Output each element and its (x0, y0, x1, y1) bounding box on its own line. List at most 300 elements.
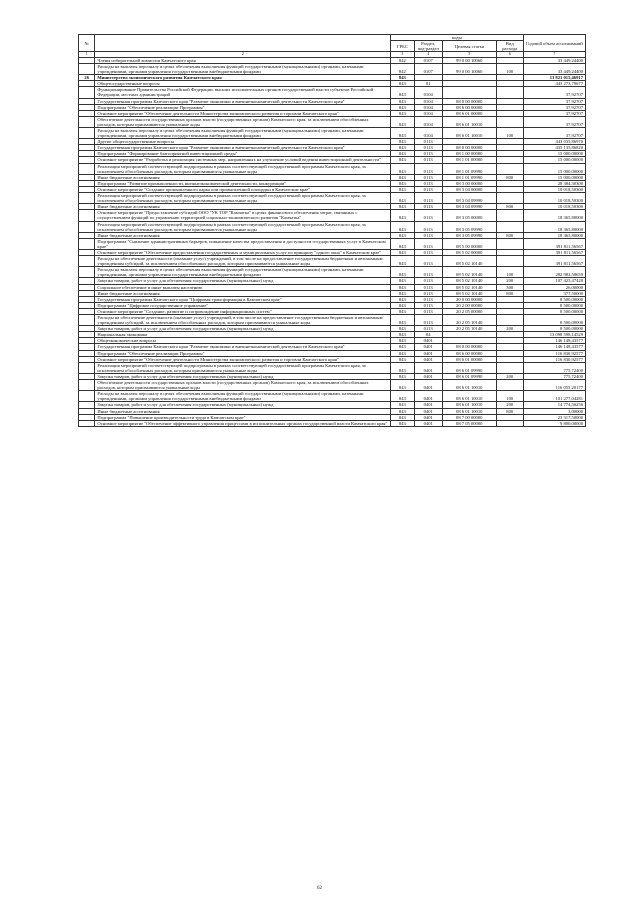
row-name-cell: Реализация мероприятий соответствующей подпрограммы в рамках соответствующей государственной программы Камчатского края, за исключением обособленных расходов, которым присваиваются уникальные коды (95, 193, 391, 204)
row-vr-cell: 800 (496, 174, 523, 180)
row-cs-cell: 20 2 05 00000 (442, 308, 496, 314)
row-razdel-cell: 0113 (414, 267, 442, 278)
column-index: 7 (523, 52, 585, 58)
row-razdel-cell: 0107 (414, 63, 442, 74)
row-vr-cell: 100 (496, 63, 523, 74)
row-name-cell: Основное мероприятие "Создание промышленного парка или промышленной площадки в Камчатском крае" (95, 186, 391, 192)
row-sum-cell: 391 811,56567 (523, 249, 585, 255)
row-number-cell (79, 238, 95, 249)
row-razdel-cell: 0113 (414, 193, 442, 204)
row-name-cell: Расходы на выплаты персоналу в целях обеспечения выполнения функций государственными (муниципальными) органами, казенными учреждениями, органами управления государственными внебюджетными фондами (95, 391, 391, 402)
row-razdel-cell: 0401 (414, 414, 442, 420)
row-razdel-cell: 0113 (414, 221, 442, 232)
row-name-cell: Закупка товаров, работ и услуг для обеспечения государственных (муниципальных) нужд (95, 373, 391, 379)
row-name-cell: Социальное обеспечение и иные выплаты населению (95, 284, 391, 290)
row-grbs-cell: 843 (391, 278, 414, 284)
row-vr-cell: 100 (496, 267, 523, 278)
row-grbs-cell: 843 (391, 338, 414, 344)
row-name-cell: Реализация мероприятий соответствующей подпрограммы в рамках соответствующей государственной программы Камчатского края, за исключением обособленных расходов, которым присваиваются уникальные коды (95, 362, 391, 373)
row-sum-cell: 13 098 598,14529 (523, 332, 585, 338)
row-sum-cell: 15 000,00000 (523, 157, 585, 163)
row-razdel-cell: 0113 (414, 290, 442, 296)
row-vr-cell: 800 (496, 408, 523, 414)
row-cs-cell: 08 5 02 10140 (442, 290, 496, 296)
row-grbs-cell: 843 (391, 180, 414, 186)
row-razdel-cell: 0113 (414, 232, 442, 238)
row-cs-cell: 20 2 05 10140 (442, 326, 496, 332)
table-row (79, 163, 586, 174)
row-name-cell: Подпрограмма "Обеспечение реализации Программы" (95, 104, 391, 110)
row-cs-cell: 08 3 05 09990 (442, 232, 496, 238)
row-sum-cell: 9 800,00000 (523, 420, 585, 426)
row-razdel-cell: 0113 (414, 145, 442, 151)
row-cs-cell: 08 5 02 10140 (442, 278, 496, 284)
row-sum-cell: 8 500,00000 (523, 296, 585, 302)
row-grbs-cell: 843 (391, 75, 414, 81)
row-name-cell: Государственная программа Камчатского края "Развитие экономики и внешнеэкономической деятельности Камчатского края" (95, 98, 391, 104)
row-number-cell (79, 193, 95, 204)
row-razdel-cell: 0113 (414, 157, 442, 163)
row-cs-cell: 08 7 00 00000 (442, 414, 496, 420)
row-name-cell: Государственная программа Камчатского края "Развитие экономики и внешнеэкономической деятельности Камчатского края" (95, 145, 391, 151)
row-vr-cell: 200 (496, 402, 523, 408)
row-name-cell: Основное мероприятие "Обеспечение деятельности Министерства экономического развития и торговли Камчатского края" (95, 356, 391, 362)
row-cs-cell: 20 2 05 10140 (442, 315, 496, 326)
row-vr-cell: 200 (496, 278, 523, 284)
row-sum-cell: 37,92707 (523, 98, 585, 104)
row-name-cell: Общегосударственные вопросы (95, 81, 391, 87)
row-sum-cell: 37,92707 (523, 116, 585, 127)
row-grbs-cell: 842 (391, 57, 414, 63)
row-name-cell: Подпрограмма "Цифровое государственное управление" (95, 302, 391, 308)
row-razdel-cell: 0113 (414, 174, 442, 180)
table-row (79, 128, 586, 139)
row-name-cell: Подпрограмма "Развитие промышленности, внешнеэкономической деятельности, конкуренции" (95, 180, 391, 186)
table-row (79, 391, 586, 402)
row-name-cell: Государственная программа Камчатского края "Цифровая трансформация в Камчатском крае" (95, 296, 391, 302)
row-vr-cell (496, 315, 523, 326)
column-index: 6 (496, 52, 523, 58)
row-sum-cell: 37,92707 (523, 110, 585, 116)
row-cs-cell: 08 6 00 00000 (442, 350, 496, 356)
row-number-cell (79, 380, 95, 391)
row-grbs-cell: 843 (391, 221, 414, 232)
row-sum-cell: 116 055,20177 (523, 380, 585, 391)
row-vr-cell: 100 (496, 128, 523, 139)
row-vr-cell: 100 (496, 391, 523, 402)
row-name-cell: Члены избирательной комиссии Камчатского края (95, 57, 391, 63)
row-sum-cell: 37,92707 (523, 128, 585, 139)
row-sum-cell: 443 273,79677 (523, 81, 585, 87)
row-name-cell: Расходы на обеспечение деятельности (оказание услуг) учреждений, в том числе на предоставление государственным бюджетным и автономным учреждениям субсидий, за исключением обособленных расходов, которым присваиваются уникальные коды (95, 256, 391, 267)
row-sum-cell: 18 365,80000 (523, 210, 585, 221)
col-header-name (95, 35, 391, 52)
row-razdel-cell: 0104 (414, 116, 442, 127)
row-name-cell: Подпрограмма "Повышение производительности труда в Камчатском крае" (95, 414, 391, 420)
row-razdel-cell: 0401 (414, 344, 442, 350)
row-grbs-cell: 843 (391, 308, 414, 314)
row-vr-cell (496, 193, 523, 204)
row-number-cell (79, 420, 95, 426)
row-razdel-cell: 0401 (414, 362, 442, 373)
row-cs-cell: 99 0 00 10060 (442, 57, 496, 63)
table-row (79, 221, 586, 232)
row-grbs-cell: 843 (391, 290, 414, 296)
row-name-cell: Иные бюджетные ассигнования (95, 290, 391, 296)
table-body (79, 57, 586, 426)
row-name-cell: Основное мероприятие "Обеспечение предоставления государственных и муниципальных услуг по принципу "одного окна" в Камчатском крае" (95, 249, 391, 255)
row-name-cell: Подпрограмма "Обеспечение реализации Программы" (95, 350, 391, 356)
row-vr-cell (496, 87, 523, 98)
row-grbs-cell: 843 (391, 315, 414, 326)
row-name-cell: Обеспечение деятельности государственных органов власти (государственных органов) Камчатского края, за исключением обособленных расходов, которым присваиваются уникальные коды (95, 116, 391, 127)
row-number-cell (79, 362, 95, 373)
table-row (79, 267, 586, 278)
row-sum-cell: 377,50000 (523, 290, 585, 296)
row-name-cell: Закупка товаров, работ и услуг для обеспечения государственных (муниципальных) нужд (95, 326, 391, 332)
col-header-codes: коды (391, 35, 524, 41)
row-name-cell: Национальная экономика (95, 332, 391, 338)
row-grbs-cell: 843 (391, 296, 414, 302)
row-cs-cell: 08 1 00 00000 (442, 151, 496, 157)
row-razdel-cell: 0113 (414, 278, 442, 284)
row-vr-cell (496, 380, 523, 391)
row-vr-cell: 800 (496, 204, 523, 210)
row-cs-cell: 08 6 01 00000 (442, 110, 496, 116)
row-grbs-cell: 843 (391, 256, 414, 267)
row-grbs-cell: 843 (391, 232, 414, 238)
row-number-cell (79, 315, 95, 326)
row-name-cell: Основное мероприятие "Предоставление субсидий ООО "УК ТОР "Камчатка" в целях финансового обеспечения затрат, связанных с осуществлением функций по управлению территорией социально-экономического развития "Камчатка" (95, 210, 391, 221)
row-name-cell: Закупка товаров, работ и услуг для обеспечения государственных (муниципальных) нужд (95, 402, 391, 408)
row-razdel-cell: 0401 (414, 380, 442, 391)
table-row (79, 238, 586, 249)
row-sum-cell: 3,00000 (523, 408, 585, 414)
row-grbs-cell: 843 (391, 420, 414, 426)
row-name-cell: Иные бюджетные ассигнования (95, 174, 391, 180)
row-sum-cell: 15 000,00000 (523, 163, 585, 174)
row-vr-cell: 200 (496, 326, 523, 332)
row-name-cell: Иные бюджетные ассигнования (95, 408, 391, 414)
row-name-cell: Закупка товаров, работ и услуг для обеспечения государственных (муниципальных) нужд (95, 278, 391, 284)
row-cs-cell: 08 0 00 00000 (442, 145, 496, 151)
row-vr-cell: 800 (496, 232, 523, 238)
row-vr-cell (496, 116, 523, 127)
row-razdel-cell: 0113 (414, 256, 442, 267)
row-grbs-cell: 843 (391, 362, 414, 373)
row-razdel-cell: 0401 (414, 350, 442, 356)
row-name-cell: Подпрограмма "Формирование благоприятной инвестиционной среды" (95, 151, 391, 157)
table-row (79, 362, 586, 373)
row-cs-cell: 08 1 01 09990 (442, 174, 496, 180)
row-razdel-cell: 0401 (414, 391, 442, 402)
row-razdel-cell: 0401 (414, 373, 442, 379)
row-sum-cell: 146 148,43577 (523, 338, 585, 344)
row-cs-cell: 08 6 01 10010 (442, 391, 496, 402)
row-razdel-cell: 0113 (414, 249, 442, 255)
column-index: 3 (391, 52, 414, 58)
row-cs-cell: 08 0 00 00000 (442, 344, 496, 350)
row-grbs-cell: 843 (391, 402, 414, 408)
row-grbs-cell: 843 (391, 139, 414, 145)
row-cs-cell: 08 3 04 00000 (442, 186, 496, 192)
row-sum-cell: 18 365,80000 (523, 232, 585, 238)
row-grbs-cell: 843 (391, 249, 414, 255)
column-index: 2 (95, 52, 391, 58)
row-vr-cell: 200 (496, 373, 523, 379)
column-index: 5 (442, 52, 496, 58)
row-grbs-cell: 843 (391, 302, 414, 308)
table-header (79, 35, 586, 58)
row-name-cell: Основное мероприятие "Разработка и реализация системных мер, направленных на улучшение условий ведения инвестиционной деятельности" (95, 157, 391, 163)
row-razdel-cell: 0113 (414, 151, 442, 157)
row-razdel-cell: 01 (414, 81, 442, 87)
row-name-cell: Основное мероприятие "Обеспечение эффективного управления процессами в исполнительных органах государственной власти Камчатского края" (95, 420, 391, 426)
row-sum-cell: 28 384,30300 (523, 180, 585, 186)
row-razdel-cell: 0113 (414, 296, 442, 302)
row-cs-cell: 08 5 02 10140 (442, 284, 496, 290)
col-header-sum: Годовой объем ассигнований (523, 35, 585, 52)
row-sum-cell: 146 148,43577 (523, 344, 585, 350)
row-razdel-cell: 0113 (414, 308, 442, 314)
row-vr-cell (496, 221, 523, 232)
row-sum-cell: 391 811,56567 (523, 238, 585, 249)
row-name-cell: Реализация мероприятий соответствующей подпрограммы в рамках соответствующей государственной программы Камчатского края, за исключением обособленных расходов, которым присваиваются уникальные коды (95, 221, 391, 232)
row-razdel-cell: 0107 (414, 57, 442, 63)
row-cs-cell: 08 3 04 09990 (442, 193, 496, 204)
row-sum-cell: 775,72400 (523, 373, 585, 379)
row-razdel-cell: 0113 (414, 186, 442, 192)
row-cs-cell: 08 3 05 00000 (442, 210, 496, 221)
table-row (79, 210, 586, 221)
row-razdel-cell: 0113 (414, 238, 442, 249)
col-header-cs: Целевая статья (442, 41, 496, 52)
row-cs-cell: 08 5 02 00000 (442, 249, 496, 255)
row-grbs-cell: 843 (391, 110, 414, 116)
row-grbs-cell: 843 (391, 151, 414, 157)
row-grbs-cell: 843 (391, 326, 414, 332)
row-razdel-cell: 0104 (414, 98, 442, 104)
table-row (79, 87, 586, 98)
row-number-cell (79, 221, 95, 232)
row-grbs-cell: 843 (391, 157, 414, 163)
row-cs-cell: 08 3 05 09990 (442, 221, 496, 232)
budget-table (78, 34, 586, 427)
row-name-cell: Министерство экономического развития Камчатского края (95, 75, 391, 81)
row-razdel-cell: 0104 (414, 128, 442, 139)
row-cs-cell: 20 0 00 00000 (442, 296, 496, 302)
table-row (79, 315, 586, 326)
col-header-razdel: Раздел, под-раздел (414, 41, 442, 52)
row-number-cell (79, 391, 95, 402)
row-sum-cell: 435 135,86820 (523, 145, 585, 151)
row-number-cell: 26 (79, 75, 95, 81)
row-cs-cell: 08 5 02 10140 (442, 256, 496, 267)
row-sum-cell: 107 425,47428 (523, 278, 585, 284)
row-sum-cell: 116 830,92577 (523, 356, 585, 362)
row-vr-cell (496, 210, 523, 221)
row-sum-cell: 10 018,50300 (523, 193, 585, 204)
row-sum-cell: 33 449,24400 (523, 63, 585, 74)
row-razdel-cell: 0113 (414, 204, 442, 210)
row-razdel-cell: 04 (414, 332, 442, 338)
row-sum-cell: 8 500,00000 (523, 315, 585, 326)
row-grbs-cell: 843 (391, 128, 414, 139)
row-name-cell: Расходы на обеспечение деятельности (оказание услуг) учреждений, в том числе на предоставление государственным бюджетным и автономным учреждениям субсидий, за исключением обособленных расходов, которым присваиваются уникальные коды (95, 315, 391, 326)
row-grbs-cell: 842 (391, 63, 414, 74)
row-razdel-cell: 0113 (414, 315, 442, 326)
row-grbs-cell: 843 (391, 210, 414, 221)
row-number-cell (79, 116, 95, 127)
row-sum-cell: 23 317,50000 (523, 414, 585, 420)
row-sum-cell: 101 277,04281 (523, 391, 585, 402)
row-grbs-cell: 843 (391, 356, 414, 362)
row-sum-cell: 10 018,50300 (523, 186, 585, 192)
row-sum-cell: 18 365,80000 (523, 221, 585, 232)
row-grbs-cell: 843 (391, 267, 414, 278)
row-razdel-cell: 0113 (414, 139, 442, 145)
table-row (79, 63, 586, 74)
row-razdel-cell: 0113 (414, 302, 442, 308)
row-cs-cell: 08 6 01 00000 (442, 356, 496, 362)
row-cs-cell: 08 6 01 10010 (442, 408, 496, 414)
row-sum-cell: 14 774,56256 (523, 402, 585, 408)
row-cs-cell: 08 5 00 00000 (442, 238, 496, 249)
column-index: 1 (79, 52, 95, 58)
row-cs-cell: 08 3 04 09990 (442, 204, 496, 210)
row-sum-cell: 282 982,58659 (523, 267, 585, 278)
row-grbs-cell: 843 (391, 87, 414, 98)
table-row (79, 380, 586, 391)
row-razdel-cell: 0104 (414, 110, 442, 116)
row-cs-cell: 08 7 05 00000 (442, 420, 496, 426)
row-vr-cell: 300 (496, 284, 523, 290)
row-name-cell: Иные бюджетные ассигнования (95, 204, 391, 210)
row-grbs-cell: 843 (391, 204, 414, 210)
row-sum-cell: 8 500,00000 (523, 308, 585, 314)
row-cs-cell: 08 3 00 00000 (442, 180, 496, 186)
row-cs-cell: 08 6 01 10010 (442, 402, 496, 408)
row-razdel-cell: 0401 (414, 338, 442, 344)
row-vr-cell (496, 163, 523, 174)
row-sum-cell: 33 449,24400 (523, 57, 585, 63)
row-name-cell: Основное мероприятие "Создание, развитие и сопровождение информационных систем" (95, 308, 391, 314)
row-sum-cell: 116 830,92577 (523, 350, 585, 356)
row-grbs-cell: 843 (391, 116, 414, 127)
row-name-cell: Подпрограмма "Снижение административных барьеров, повышение качества предоставления и доступности государственных услуг в Камчатском крае" (95, 238, 391, 249)
row-grbs-cell: 843 (391, 174, 414, 180)
row-grbs-cell: 843 (391, 380, 414, 391)
row-grbs-cell: 843 (391, 145, 414, 151)
row-name-cell: Расходы на выплаты персоналу в целях обеспечения выполнения функций государственными (муниципальными) органами, казенными учреждениями, органами управления государственными внебюджетными фондами (95, 128, 391, 139)
row-grbs-cell: 843 (391, 344, 414, 350)
row-razdel-cell: 0113 (414, 210, 442, 221)
page-number: 62 (317, 886, 322, 891)
row-number-cell (79, 163, 95, 174)
col-header-no: № (79, 35, 95, 52)
row-cs-cell: 08 6 01 09990 (442, 362, 496, 373)
row-sum-cell: 10 018,50300 (523, 204, 585, 210)
row-name-cell: Реализация мероприятий соответствующей подпрограммы в рамках соответствующей государственной программы Камчатского края, за исключением обособленных расходов, которым присваиваются уникальные коды (95, 163, 391, 174)
row-grbs-cell: 843 (391, 186, 414, 192)
row-grbs-cell: 843 (391, 350, 414, 356)
row-vr-cell (496, 362, 523, 373)
row-sum-cell: 37,92707 (523, 87, 585, 98)
row-grbs-cell: 843 (391, 414, 414, 420)
row-grbs-cell: 843 (391, 391, 414, 402)
row-sum-cell: 443 035,86970 (523, 139, 585, 145)
row-vr-cell: 800 (496, 290, 523, 296)
column-index: 4 (414, 52, 442, 58)
row-number-cell (79, 128, 95, 139)
table-row (79, 420, 586, 426)
row-grbs-cell: 843 (391, 163, 414, 174)
row-grbs-cell: 843 (391, 284, 414, 290)
table-row (79, 193, 586, 204)
row-razdel-cell: 0113 (414, 284, 442, 290)
col-header-grbs: ГРБС (391, 41, 414, 52)
row-name-cell: Расходы на выплаты персоналу в целях обеспечения выполнения функций государственными (муниципальными) органами, казенными учреждениями, органами управления государственными внебюджетными фондами (95, 267, 391, 278)
row-cs-cell: 08 1 01 00000 (442, 157, 496, 163)
row-cs-cell: 08 1 01 09990 (442, 163, 496, 174)
row-cs-cell: 08 6 00 00000 (442, 104, 496, 110)
col-header-vr: Вид расхода (496, 41, 523, 52)
row-number-cell (79, 267, 95, 278)
row-name-cell: Государственная программа Камчатского края "Развитие экономики и внешнеэкономической деятельности Камчатского края" (95, 344, 391, 350)
row-sum-cell: 15 000,00000 (523, 174, 585, 180)
row-name-cell: Расходы на выплаты персоналу в целях обеспечения выполнения функций государственными (муниципальными) органами, казенными учреждениями, органами управления государственными внебюджетными фондами (95, 63, 391, 74)
row-name-cell: Другие общегосударственные вопросы (95, 139, 391, 145)
row-cs-cell: 99 0 00 10060 (442, 63, 496, 74)
row-name-cell: Общеэкономические вопросы (95, 338, 391, 344)
row-razdel-cell: 0113 (414, 163, 442, 174)
row-razdel-cell: 0113 (414, 180, 442, 186)
row-sum-cell: 15 000,00000 (523, 151, 585, 157)
row-cs-cell: 08 6 01 09990 (442, 373, 496, 379)
table-row (79, 256, 586, 267)
row-cs-cell (442, 87, 496, 98)
row-name-cell: Функционирование Правительства Российской Федерации, высших исполнительных органов государственной власти субъектов Российской Федерации, местных администраций (95, 87, 391, 98)
row-grbs-cell: 843 (391, 98, 414, 104)
row-razdel-cell: 0104 (414, 104, 442, 110)
row-vr-cell (496, 256, 523, 267)
row-number-cell (79, 87, 95, 98)
row-grbs-cell: 843 (391, 408, 414, 414)
row-name-cell: Обеспечение деятельности государственных органов власти (государственных органов) Камчатского края, за исключением обособленных расходов, которым присваиваются уникальные коды (95, 380, 391, 391)
row-cs-cell: 08 6 01 10010 (442, 128, 496, 139)
row-sum-cell: 775,72400 (523, 362, 585, 373)
row-vr-cell (496, 420, 523, 426)
row-sum-cell: 13 821 015,46917 (523, 75, 585, 81)
row-name-cell: Основное мероприятие "Обеспечение деятельности Министерства экономического развития и торговли Камчатского края" (95, 110, 391, 116)
row-cs-cell: 08 5 02 10140 (442, 267, 496, 278)
row-cs-cell: 08 0 00 00000 (442, 98, 496, 104)
row-sum-cell: 26,00000 (523, 284, 585, 290)
row-grbs-cell: 843 (391, 332, 414, 338)
row-grbs-cell: 843 (391, 238, 414, 249)
row-vr-cell (496, 238, 523, 249)
row-grbs-cell: 843 (391, 104, 414, 110)
row-sum-cell: 37,92707 (523, 104, 585, 110)
row-cs-cell: 08 6 01 10010 (442, 380, 496, 391)
row-grbs-cell: 843 (391, 81, 414, 87)
row-sum-cell: 8 500,00000 (523, 302, 585, 308)
row-sum-cell: 8 500,00000 (523, 326, 585, 332)
row-grbs-cell: 843 (391, 193, 414, 204)
row-cs-cell: 20 2 00 00000 (442, 302, 496, 308)
row-grbs-cell: 843 (391, 373, 414, 379)
row-razdel-cell: 0401 (414, 420, 442, 426)
